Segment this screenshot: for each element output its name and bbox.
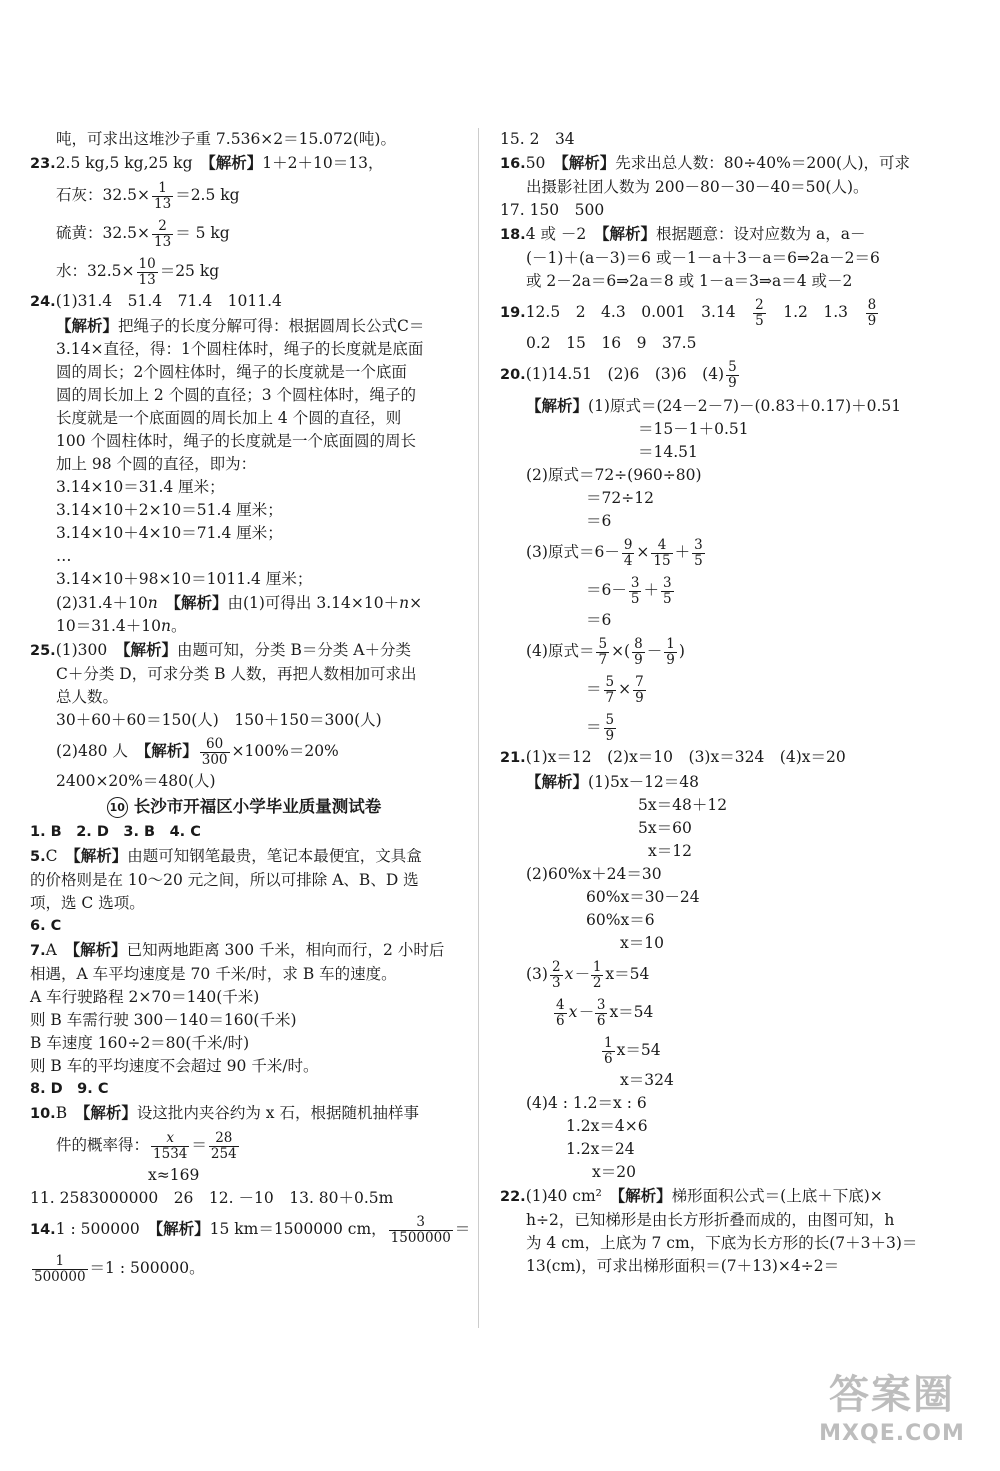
- analysis-text: x＝10: [620, 934, 664, 952]
- analysis-text: (1)5x－12＝48: [588, 773, 700, 791]
- fraction: $\frac{3}{5}$: [662, 574, 672, 607]
- analysis-text: 把绳子的长度分解可得：根据圆周长公式C＝: [118, 317, 425, 335]
- question-16: [500, 151, 930, 199]
- question-14: [30, 1210, 471, 1287]
- analysis-text: 已知两地距离 300 千米，相向而行，2 小时后: [126, 941, 445, 959]
- analysis-text: ＝1 : 500000。: [89, 1259, 205, 1277]
- analysis-text: x＝20: [592, 1163, 636, 1181]
- analysis-tag: 【解析】: [82, 1103, 137, 1122]
- fraction: $\frac{10}{13}$: [138, 255, 156, 288]
- operator: ＝: [191, 1136, 207, 1154]
- question-23: [30, 151, 458, 290]
- watermark-text: 答案圈: [829, 1372, 955, 1418]
- analysis-text: 设这批内夹谷约为 x 石，根据随机抽样事: [136, 1104, 419, 1122]
- analysis-text: (4)4 : 1.2＝x : 6: [526, 1094, 647, 1112]
- formula-text: ＝25 kg: [159, 262, 220, 280]
- answer: (2)480 人: [56, 742, 128, 760]
- fraction: $\frac{2}{13}$: [154, 217, 172, 250]
- analysis-text: 总人数。: [56, 688, 119, 706]
- formula-text: x＝54: [609, 1003, 654, 1021]
- analysis-text: 60%x＝6: [586, 911, 655, 929]
- question-24: [30, 290, 458, 638]
- analysis-text: 相遇，A 车平均速度是 70 千米/时，求 B 车的速度。: [30, 965, 397, 983]
- question-22: [500, 1184, 930, 1278]
- question-21: [500, 746, 930, 1184]
- analysis-tag: 【解析】: [173, 593, 228, 612]
- question-7: [30, 938, 458, 1078]
- fraction: $\frac{1}{13}$: [154, 179, 172, 212]
- variable: n: [399, 594, 410, 612]
- answer: (1)14.51 (2)6 (3)6 (4): [525, 365, 725, 383]
- answer: 1 : 500000: [55, 1220, 140, 1238]
- question-number: 5.: [30, 849, 46, 865]
- fraction: $\frac{4}{15}$: [653, 536, 671, 569]
- analysis-text: (1)原式＝(24－2－7)－(0.83＋0.17)＋0.51: [588, 397, 902, 415]
- question-number: 20.: [500, 367, 526, 383]
- analysis-text: ＝14.51: [638, 443, 698, 461]
- answer-15: 15. 2 34: [500, 130, 575, 148]
- question-25: [30, 638, 458, 793]
- analysis-text: 为 4 cm，上底为 7 cm，下底为长方形的长(7＋3＋3)＝: [526, 1234, 918, 1252]
- analysis-text: x＝12: [648, 842, 692, 860]
- analysis-text: 10＝31.4＋10: [56, 617, 161, 635]
- formula-text: (4)原式＝: [526, 642, 595, 660]
- formula-text: 硫黄：32.5×: [56, 224, 150, 242]
- analysis-tag: 【解析】: [617, 1186, 672, 1205]
- analysis-text: 由题可知钢笔最贵，笔记本最便宜，文具盒: [127, 847, 422, 865]
- variable: n: [160, 617, 171, 635]
- analysis-text: 13(cm)，可求出梯形面积＝(7＋13)×4÷2＝: [526, 1257, 840, 1275]
- watermark-logo: [806, 1369, 978, 1461]
- formula-text: ＝6: [586, 611, 612, 629]
- question-number: 7.: [30, 943, 46, 959]
- text-line: 吨，可求出这堆沙子重 7.536×2＝15.072(吨)。: [56, 130, 396, 148]
- analysis-text: 3.14×10＋2×10＝51.4 厘米；: [56, 501, 283, 519]
- operator: ): [678, 642, 685, 660]
- analysis-text: B 车速度 160÷2＝80(千米/时): [30, 1034, 250, 1052]
- question-number: 16.: [500, 156, 526, 172]
- formula-text: x＝54: [605, 965, 650, 983]
- formula-text: ＝ 5 kg: [175, 224, 230, 242]
- formula-text: x－: [568, 1003, 593, 1021]
- analysis-text: 2400×20%＝480(人): [56, 772, 216, 790]
- analysis-tag: 【解析】: [601, 224, 657, 243]
- fraction: $\frac{2}{3}$: [551, 958, 561, 991]
- analysis-text: 圆的周长；2个圆柱体时，绳子的长度就是一个底面: [56, 363, 407, 381]
- answer: (1)31.4 51.4 71.4 1011.4: [55, 292, 282, 310]
- analysis-text: 60%x＝30－24: [586, 888, 700, 906]
- answer: A: [45, 941, 57, 959]
- column-divider: [478, 128, 479, 1328]
- operator: ×: [618, 680, 632, 698]
- analysis-text: (2)60%x＋24＝30: [526, 865, 662, 883]
- analysis-tag: 【解析】: [526, 396, 589, 415]
- analysis-text: h÷2，已知梯形是由长方形折叠而成的，由图可知，h: [526, 1211, 895, 1229]
- analysis-text: 1.2x＝24: [566, 1140, 635, 1158]
- answer: 4 或 －2: [525, 225, 587, 243]
- fraction: $\frac{x}{1534}$: [153, 1129, 188, 1162]
- section-title: [30, 793, 458, 821]
- question-number: 24.: [30, 294, 56, 310]
- analysis-text: 由(1)可得出 3.14×10＋: [227, 594, 400, 612]
- operator: ×: [636, 543, 650, 561]
- analysis-text: 15 km＝1500000 cm，: [209, 1220, 387, 1238]
- analysis-tag: 【解析】: [143, 741, 198, 760]
- answer: 2.5 kg,5 kg,25 kg: [55, 154, 193, 172]
- analysis-tag: 【解析】: [72, 940, 127, 959]
- question-number: 21.: [500, 750, 526, 766]
- analysis-text: 5x＝60: [638, 819, 692, 837]
- analysis-text: (－1)＋(a－3)＝6 或－1－a＋3－a＝6⇒2a－2＝6: [526, 249, 880, 267]
- formula-text: x＝324: [620, 1071, 674, 1089]
- analysis-text: ＝6: [586, 512, 612, 530]
- fraction: $\frac{60}{300}$: [201, 735, 228, 768]
- question-5: [30, 844, 458, 915]
- analysis-text: (2)原式＝72÷(960÷80): [526, 466, 702, 484]
- answer: (2)31.4＋10: [56, 594, 148, 612]
- fraction: $\frac{9}{4}$: [623, 536, 633, 569]
- fraction: $\frac{7}{9}$: [635, 673, 644, 706]
- answer: C: [45, 847, 58, 865]
- analysis-tag: 【解析】: [560, 153, 616, 172]
- analysis-text: 100 个圆柱体时，绳子的长度就是一个底面圆的周长: [56, 432, 417, 450]
- answer: 12.5 2 4.3 0.001 3.14: [525, 303, 736, 321]
- fraction: $\frac{5}{7}$: [598, 635, 608, 668]
- fraction: $\frac{28}{254}$: [210, 1129, 237, 1162]
- question-number: 10.: [30, 1106, 56, 1122]
- operator: ＝: [454, 1220, 471, 1238]
- question-number: 14.: [30, 1222, 56, 1238]
- analysis-text: 梯形面积公式＝(上底＋下底)×: [671, 1187, 883, 1205]
- analysis-text: …: [56, 547, 72, 565]
- answers-1-4: 1. B 2. D 3. B 4. C: [30, 824, 201, 840]
- analysis-tag: 【解析】: [122, 640, 178, 659]
- analysis-text: 或 2－2a＝6⇒2a＝8 或 1－a＝3⇒a＝4 或－2: [526, 272, 853, 290]
- fraction: $\frac{4}{6}$: [556, 996, 565, 1029]
- operator: ×: [409, 594, 423, 612]
- analysis-tag: 【解析】: [208, 153, 263, 172]
- section-number-badge: 10: [107, 797, 128, 818]
- analysis-text: ＝72÷12: [586, 489, 654, 507]
- variable: n: [147, 594, 158, 612]
- formula-text: (3): [526, 965, 548, 983]
- fraction: $\frac{1}{6}$: [604, 1034, 613, 1067]
- fraction: $\frac{2}{5}$: [755, 296, 764, 329]
- fraction: $\frac{3}{5}$: [630, 574, 640, 607]
- formula-text: ＝2.5 kg: [175, 186, 240, 204]
- answer: (1)x＝12 (2)x＝10 (3)x＝324 (4)x＝20: [525, 748, 846, 766]
- analysis-text: 圆的周长加上 2 个圆的直径；3 个圆柱体时，绳子的: [56, 386, 417, 404]
- analysis-text: x≈169: [148, 1166, 200, 1184]
- operator: ×(: [611, 642, 631, 660]
- analysis-text: 3.14×10＝31.4 厘米；: [56, 478, 225, 496]
- analysis-tag: 【解析】: [526, 772, 589, 791]
- fraction: $\frac{1}{500000}$: [34, 1252, 86, 1285]
- formula-text: ×100%＝20%: [231, 742, 339, 760]
- answer: B: [55, 1104, 68, 1122]
- answer: (1)300: [55, 641, 108, 659]
- analysis-text: C＋分类 D，可求分类 B 人数，再把人数相加可求出: [56, 665, 417, 683]
- analysis-text: 长度就是一个底面圆的周长加上 4 个圆的直径，则: [56, 409, 402, 427]
- analysis-text: 先求出总人数：80÷40%＝200(人)，可求: [615, 154, 911, 172]
- analysis-text: 的价格则是在 10～20 元之间，所以可排除 A、B、D 选: [30, 871, 419, 889]
- operator: ＋: [643, 581, 659, 599]
- operator: ＋: [674, 543, 691, 561]
- analysis-text: 根据题意：设对应数为 a，a－: [656, 225, 866, 243]
- operator: －: [646, 642, 663, 660]
- analysis-text: 。: [170, 617, 187, 635]
- answer: 0.2 15 16 9 37.5: [526, 334, 697, 352]
- fraction: $\frac{5}{7}$: [605, 673, 615, 706]
- formula-text: x－: [564, 965, 589, 983]
- analysis-text: 则 B 车的平均速度不会超过 90 千米/时。: [30, 1057, 319, 1075]
- formula-text: ＝6－: [586, 581, 627, 599]
- analysis-text: 项，选 C 选项。: [30, 894, 145, 912]
- question-number: 18.: [500, 227, 526, 243]
- question-20: [500, 355, 930, 746]
- section-title-text: 长沙市开福区小学毕业质量测试卷: [133, 797, 382, 816]
- formula-text: ＝: [586, 680, 602, 698]
- question-10: [30, 1101, 458, 1187]
- formula-text: (3)原式＝6－: [526, 543, 620, 561]
- analysis-text: 3.14×直径，得：1个圆柱体时，绳子的长度就是底面: [56, 340, 424, 358]
- answer: (1)40 cm²: [525, 1187, 602, 1205]
- answers-8-9: 8. D 9. C: [30, 1081, 109, 1097]
- watermark-url: MXQE.COM: [819, 1421, 965, 1446]
- formula-text: x＝54: [616, 1041, 661, 1059]
- analysis-text: 出摄影社团人数为 200－80－30－40＝50(人)。: [526, 178, 869, 196]
- analysis-text: 1.2x＝4×6: [566, 1117, 648, 1135]
- question-number: 23.: [30, 156, 56, 172]
- analysis-text: 30＋60＋60＝150(人) 150＋150＝300(人): [56, 711, 382, 729]
- fraction: $\frac{3}{6}$: [596, 996, 606, 1029]
- answers-11-13: 11. 2583000000 26 12. －10 13. 80＋0.5m: [30, 1189, 394, 1207]
- formula-text: 石灰：32.5×: [56, 186, 150, 204]
- analysis-text: 1＋2＋10＝13，: [262, 154, 384, 172]
- question-number: 19.: [500, 305, 526, 321]
- right-column: [500, 128, 930, 1278]
- question-18: [500, 222, 930, 293]
- analysis-text: 则 B 车需行驶 300－140＝160(千米): [30, 1011, 297, 1029]
- analysis-text: 3.14×10＋98×10＝1011.4 厘米；: [56, 570, 313, 588]
- question-number: 22.: [500, 1189, 526, 1205]
- formula-text: ＝: [586, 718, 602, 736]
- fraction: $\frac{5}{9}$: [605, 711, 615, 744]
- analysis-text: 3.14×10＋4×10＝71.4 厘米；: [56, 524, 283, 542]
- analysis-tag: 【解析】: [73, 846, 128, 865]
- analysis-text: 由题可知，分类 B＝分类 A＋分类: [177, 641, 411, 659]
- analysis-text: ＝15－1＋0.51: [638, 420, 749, 438]
- formula-text: 水：32.5×: [56, 262, 135, 280]
- answer-17: 17. 150 500: [500, 201, 605, 219]
- analysis-text: 件的概率得：: [56, 1136, 150, 1154]
- fraction: $\frac{8}{9}$: [634, 635, 643, 668]
- left-column: [30, 128, 471, 1287]
- analysis-text: 5x＝48＋12: [638, 796, 728, 814]
- fraction: $\frac{8}{9}$: [867, 296, 877, 329]
- fraction: $\frac{1}{9}$: [666, 635, 675, 668]
- analysis-text: A 车行驶路程 2×70＝140(千米): [30, 988, 260, 1006]
- analysis-text: 加上 98 个圆的直径，即为：: [56, 455, 257, 473]
- fraction: $\frac{5}{9}$: [728, 358, 737, 391]
- analysis-tag: 【解析】: [155, 1219, 210, 1238]
- fraction: $\frac{3}{1500000}$: [390, 1213, 451, 1246]
- analysis-tag: 【解析】: [56, 316, 119, 335]
- answer: 1.2 1.3: [783, 303, 849, 321]
- answer-6: 6. C: [30, 918, 62, 934]
- answer: 50: [525, 154, 546, 172]
- fraction: $\frac{3}{5}$: [694, 536, 703, 569]
- question-19: [500, 293, 930, 355]
- fraction: $\frac{1}{2}$: [592, 958, 602, 991]
- question-number: 25.: [30, 643, 56, 659]
